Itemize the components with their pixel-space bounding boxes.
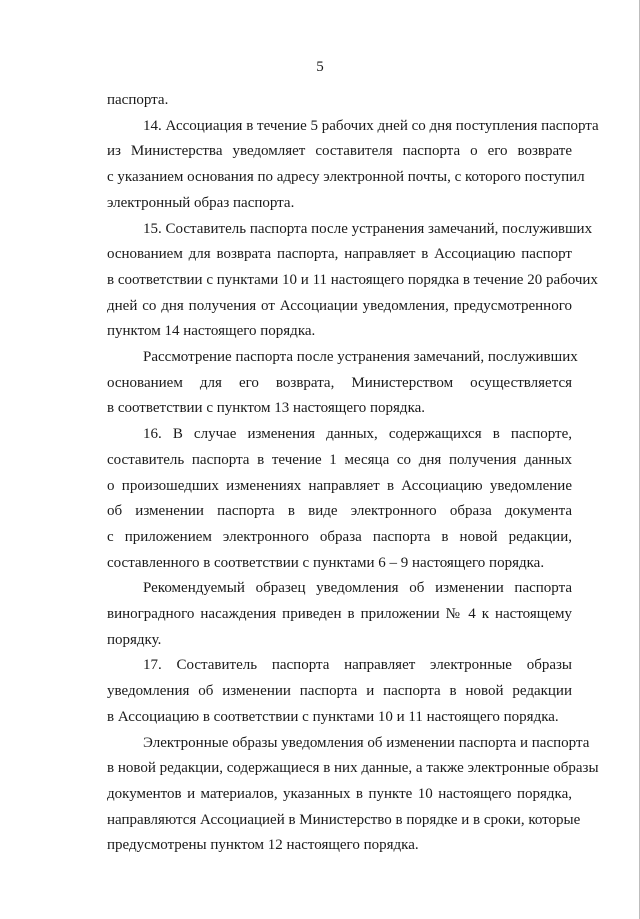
text-line: в соответствии с пунктами 10 и 11 настоящего порядка в течение 20 рабочих	[107, 271, 598, 288]
text-line: в новой редакции, содержащиеся в них данные, а также электронные образы	[107, 760, 599, 777]
text-line: направляются Ассоциацией в Министерство в порядке и в сроки, которые	[107, 811, 581, 828]
text-line: 15. Составитель паспорта после устранения замечаний, послуживших	[143, 220, 593, 237]
paragraph	[107, 114, 599, 217]
paragraph	[107, 345, 578, 422]
text-line: виноградного насаждения приведен в приложении № 4 к настоящему	[107, 606, 572, 623]
text-line: электронный образ паспорта.	[107, 194, 295, 211]
paragraph	[107, 217, 598, 346]
text-line: из Министерства уведомляет составителя паспорта о его возврате	[107, 143, 572, 160]
text-line: в Ассоциацию в соответствии с пунктами 10 и 11 настоящего порядка.	[107, 708, 559, 725]
paragraph	[107, 422, 572, 576]
text-line: предусмотрены пунктом 12 настоящего порядка.	[107, 837, 419, 854]
document-body	[107, 88, 599, 859]
paragraph	[107, 731, 599, 860]
text-line: паспорта.	[107, 92, 169, 108]
text-line: Электронные образы уведомления об изменении паспорта и паспорта	[143, 734, 590, 751]
text-line: пунктом 14 настоящего порядка.	[107, 323, 316, 340]
text-line: Рекомендуемый образец уведомления об изменении паспорта	[143, 580, 572, 597]
text-line: основанием для возврата паспорта, направляет в Ассоциацию паспорт	[107, 246, 572, 263]
paragraph	[107, 653, 572, 730]
text-line: с приложением электронного образа паспорта в новой редакции,	[107, 528, 572, 545]
text-line: о произошедших изменениях направляет в Ассоциацию уведомление	[107, 477, 572, 494]
page-number: 5	[316, 59, 324, 75]
text-line: составитель паспорта в течение 1 месяца со дня получения данных	[107, 451, 572, 468]
text-line: составленного в соответствии с пунктами 6 – 9 настоящего порядка.	[107, 554, 545, 571]
text-line: 17. Составитель паспорта направляет электронные образы	[143, 657, 572, 674]
text-line: порядку.	[107, 631, 162, 648]
text-line: об изменении паспорта в виде электронного образа документа	[107, 503, 572, 520]
paragraph	[107, 88, 572, 114]
text-line: 16. В случае изменения данных, содержащихся в паспорте,	[143, 426, 572, 443]
text-line: Рассмотрение паспорта после устранения замечаний, послуживших	[143, 349, 578, 366]
text-line: 14. Ассоциация в течение 5 рабочих дней со дня поступления паспорта	[143, 117, 599, 134]
text-line: основанием для его возврата, Министерством осуществляется	[107, 374, 572, 391]
text-line: с указанием основания по адресу электронной почты, с которого поступил	[107, 169, 585, 186]
text-line: в соответствии с пунктом 13 настоящего порядка.	[107, 400, 426, 417]
text-line: дней со дня получения от Ассоциации уведомления, предусмотренного	[107, 297, 572, 314]
text-line: уведомления об изменении паспорта и паспорта в новой редакции	[107, 683, 572, 700]
text-line: документов и материалов, указанных в пункте 10 настоящего порядка,	[107, 785, 572, 802]
paragraph	[107, 576, 572, 653]
